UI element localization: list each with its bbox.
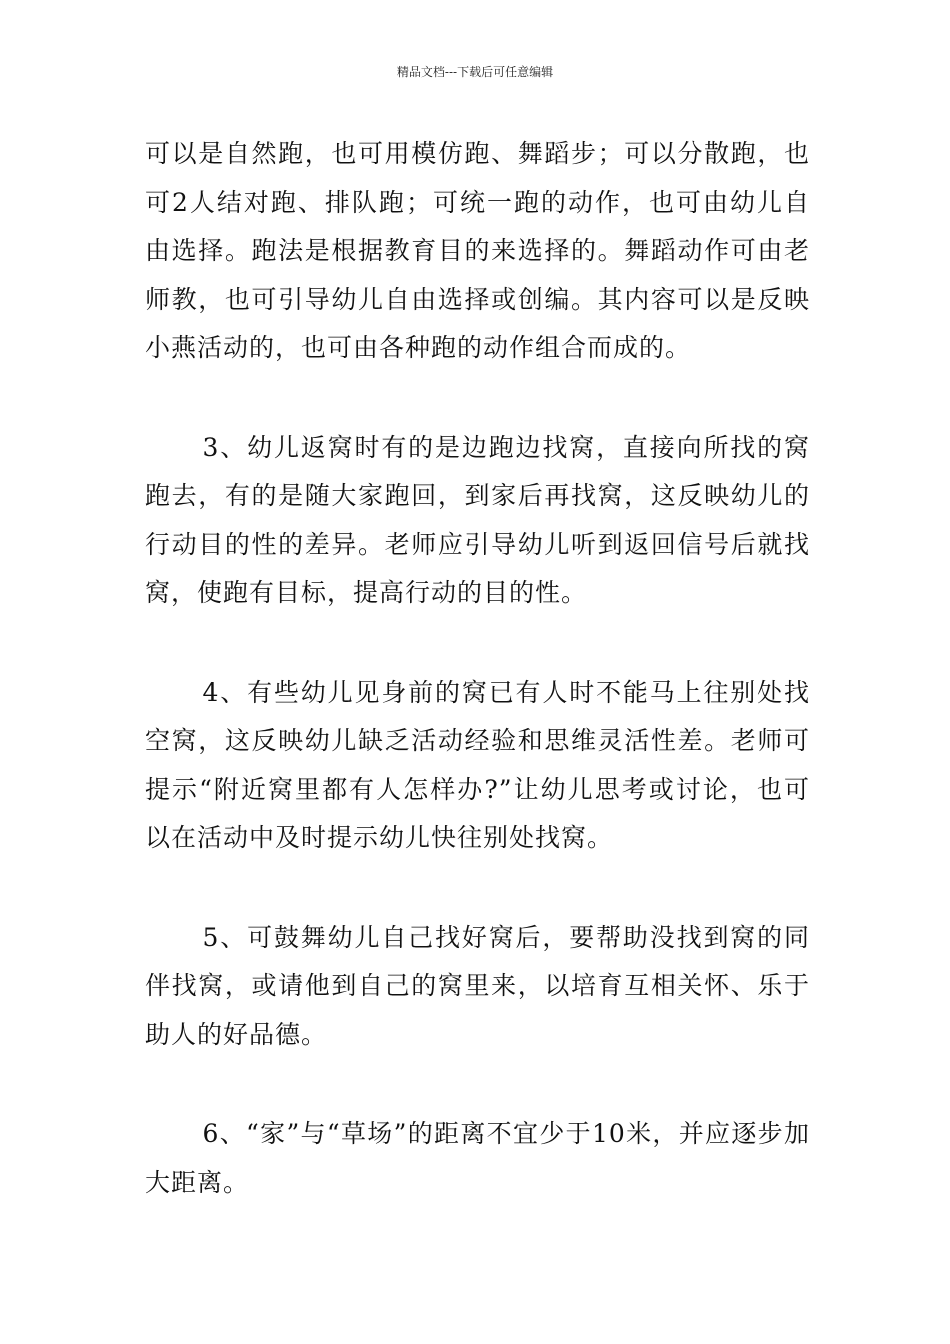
paragraph-continuation: 可以是自然跑，也可用模仿跑、舞蹈步；可以分散跑，也可2人结对跑、排队跑；可统一跑的动作，也可由幼儿自由选择。跑法是根据教育目的来选择的。舞蹈动作可由老师教，也可引导幼儿自由选择或创编。其内容可以是反映小燕活动的，也可由各种跑的动作组合而成的。 bbox=[145, 139, 810, 362]
paragraph-item-6: 6、“家”与“草场”的距离不宜少于10米，并应逐步加大距离。 bbox=[145, 1119, 810, 1197]
paragraph-item-5: 5、可鼓舞幼儿自己找好窝后，要帮助没找到窝的同伴找窝，或请他到自己的窝里来，以培育互相关怀、乐于助人的好品德。 bbox=[145, 922, 810, 1049]
page-header: 精品文档---下载后可任意编辑 bbox=[396, 65, 554, 79]
paragraph-item-3: 3、幼儿返窝时有的是边跑边找窝，直接向所找的窝跑去，有的是随大家跑回，到家后再找窝，这反映幼儿的行动目的性的差异。老师应引导幼儿听到返回信号后就找窝，使跑有目标，提高行动的目的性。 bbox=[145, 432, 810, 607]
paragraph-item-4: 4、有些幼儿见身前的窝已有人时不能马上往别处找空窝，这反映幼儿缺乏活动经验和思维灵活性差。老师可提示“附近窝里都有人怎样办?”让幼儿思考或讨论，也可以在活动中及时提示幼儿快往别处找窝。 bbox=[145, 677, 810, 852]
document-body bbox=[145, 130, 810, 1207]
